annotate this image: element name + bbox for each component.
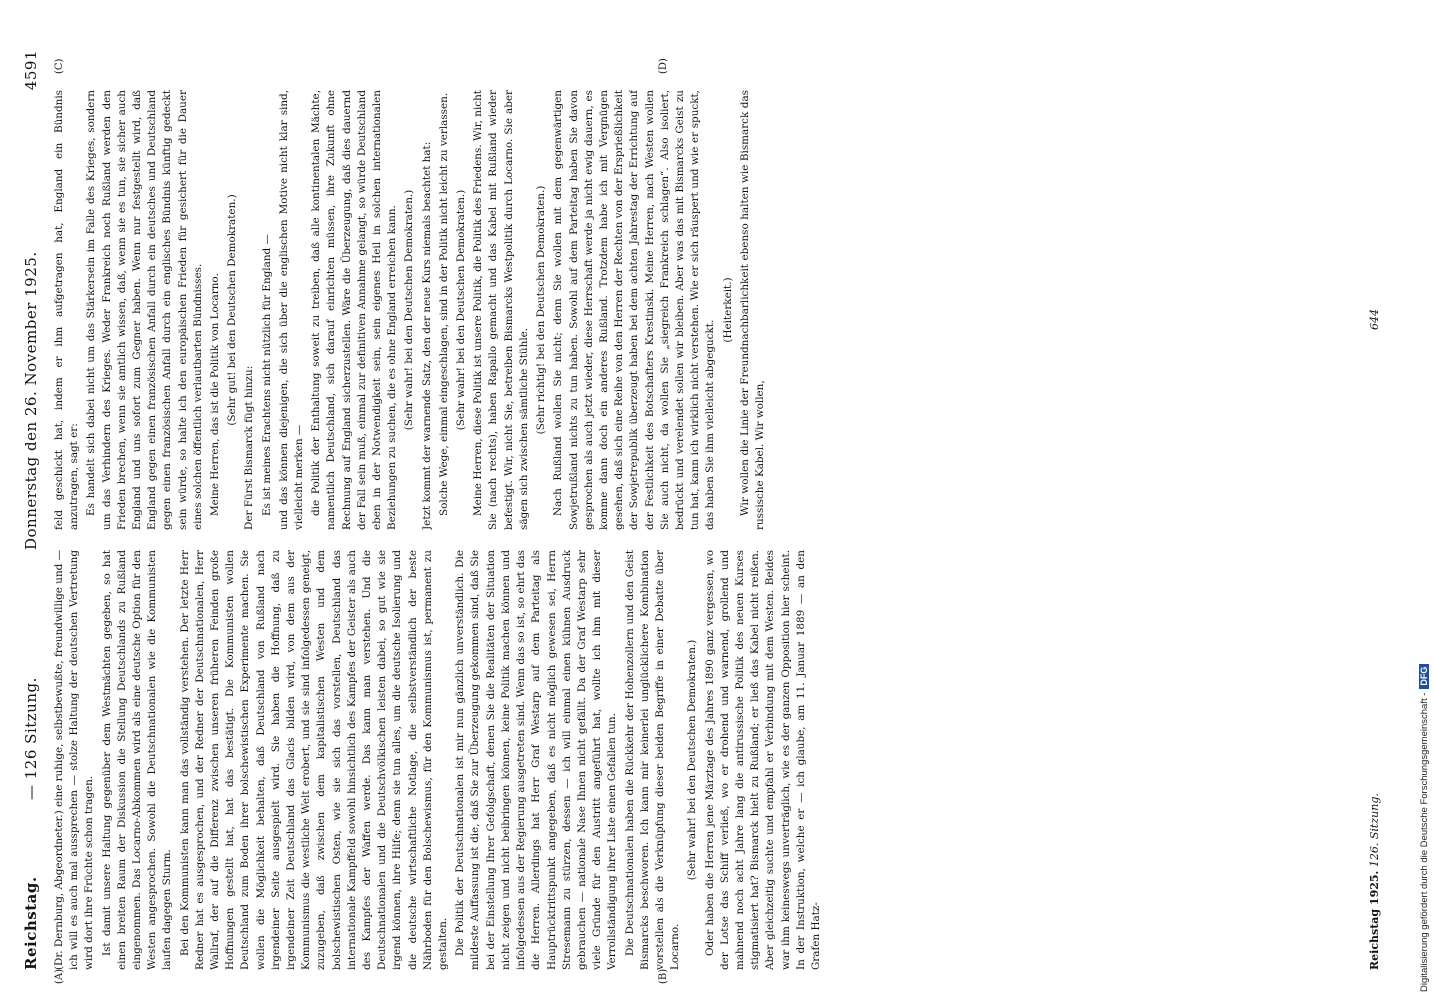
margin-mark-a: (A) bbox=[54, 968, 65, 984]
page-footer-right: 644 bbox=[1368, 309, 1381, 330]
paragraph: Bei den Kommunisten kann man das vollständig verstehen. Der letzte Herr Redner hat es ausgesprochen, und der Redner der Deutschnationalen, Herr Wallraf, der auf die Differenz zwischen unseren früheren Feinden große Hoffnungen gestellt hat, hat das bestätigt. Die Kommunisten wollen Deutschland zum Boden ihrer bolschewistischen Experimente machen. Sie wollen die Möglichkeit behalten, daß Deutschland von Rußland nach irgendeiner Seite ausgespielt wird. Sie haben die Hoffnung, daß zu irgendeiner Zeit Deutschland das Glacis bilden wird, von dem aus der Kommunismus die westliche Welt erobert, und sie sind infolgedessen geneigt, zuzugeben, daß zwischen dem kapitalistischen Westen und dem bolschewistischen Osten, wie sie sich das vorstellen, Deutschland das internationale Kampffeld sowohl hinsichtlich des Kampfes der Geister als auch des Kampfes der Waffen werde. Das kann man verstehen. Und die Deutschnationalen und die Deutschvölkischen leisten dabei, so gut wie sie irgend können, ihre Hilfe; denn sie tun alles, um die deutsche Isolierung und die deutsche wirtschaftliche Notlage, die selbstverständlich der beste Nährboden für den Bolschewismus, für den Kommunismus ist, permanent zu gestalten. bbox=[178, 550, 450, 970]
paragraph: Wir wollen die Linie der Freundnachbarlichkeit ebenso halten wie Bismarck das russische Kabel. Wir wollen, bbox=[738, 90, 766, 530]
paragraph: und das können diejenigen, die sich über die englischen Motive nicht klar sind, vielleicht merken — bbox=[277, 90, 306, 530]
paragraph: Meine Herren, diese Politik ist unsere Politik, die Politik des Friedens. Wir, nicht Sie (nach rechts), haben Rapallo gemacht und das Kabel mit Rußland wieder befestigt. Wir, nicht Sie, betreiben Bismarcks Westpolitik durch Locarno. Sie aber sägen sich zwischen sämtliche Stühle. bbox=[472, 90, 530, 530]
interjection: (Sehr richtig! bei den Deutschen Demokraten.) bbox=[535, 185, 548, 435]
paragraph: Oder haben die Herren jene Märztage des Jahres 1890 ganz vergessen, wo der Lotse das Schiff verließ, wo er drohend und warnend, grollend und mahnend noch acht Jahre lang die antirussische Politik des neuen Kurses stigmatisiert hat? Bismarck hielt zu Rußland; er ließ das Kabel nicht reißen. Aber gleichzeitig suchte und empfahl er Verbindung mit dem Westen. Beides war ihm keineswegs unverträglich, wie es der ganzen Opposition hier scheint. In der Instruktion, welche er — ich glaube, am 11. Januar 1889 — an den Grafen Hatz- bbox=[703, 550, 822, 970]
footer-session: 126. Sitzung. bbox=[1368, 793, 1381, 868]
digitization-note-text: Digitalisierung gefördert durch die Deutsche Forschungsgemeinschaft - bbox=[1419, 692, 1430, 992]
header-page-number: 4591 bbox=[22, 50, 40, 91]
interjection: (Sehr wahr! bei den Deutschen Demokraten.) bbox=[455, 189, 468, 431]
paragraph: (Dr. Dernburg, Abgeordneter.) eine ruhige, selbstbewußte, freundwillige und — ich will es auch mal aussprechen — stolze Haltung der deutschen Vertretung wird dort ihre Früchte schon tragen. bbox=[53, 550, 96, 970]
interjection: (Sehr wahr! bei den Deutschen Demokraten.) bbox=[686, 639, 699, 881]
header-left: Reichstag. bbox=[22, 876, 40, 970]
paragraph: Jetzt kommt der warnende Satz, den der neue Kurs niemals beachtet hat: bbox=[420, 141, 433, 530]
left-column bbox=[52, 550, 1362, 970]
margin-mark-d: (D) bbox=[658, 58, 669, 74]
header-session: — 126 Sitzung. bbox=[22, 677, 40, 800]
paragraph: feld geschickt hat, indem er ihm aufgetragen hat, England ein Bündnis anzutragen, sagt er: bbox=[53, 90, 81, 530]
footer-bold: Reichstag 1925. bbox=[1368, 870, 1381, 970]
margin-mark-b: (B) bbox=[658, 968, 669, 984]
paragraph: Die Politik der Deutschnationalen ist mir nun gänzlich unverständlich. Die mildeste Auffassung ist die, daß Sie zur Überzeugung gekommen sind, daß Sie bei der Einstellung Ihrer Gefolgschaft, denen Sie die Realitäten der Situation nicht zeigen und nicht beibringen können, keine Politik machen können und infolgedessen aus der Regierung ausgetreten sind. Wenn das so ist, so ehrt das die Herren. Allerdings hat Herr Graf Westarp auf dem Parteitag als Hauptrücktrittspunkt angegeben, daß es nicht möglich gewesen sei, Herrn Stresemann zu stürzen, dessen — ich will einmal einen kühnen Ausdruck gebrauchen — nationale Nase Ihnen nicht gefällt. Da der Graf Westarp sehr viele Gründe für den Austritt angeführt hat, wollte ich ihm mit dieser Verrollständigung ihrer Liste einen Gefallen tun. bbox=[454, 550, 619, 970]
quote-paragraph: Solche Wege, einmal eingeschlagen, sind in der Politik nicht leicht zu verlassen. bbox=[437, 92, 450, 516]
paragraph: Meine Herren, das ist die Politik von Locarno. bbox=[209, 273, 222, 516]
quote-paragraph: Es handelt sich dabei nicht um das Stärkersein im Falle des Krieges, sondern um das Verhindern des Krieges. Weder Frankreich noch Rußland werden den Frieden brechen, wenn sie amtlich wissen, daß, wenn sie es tun, sie sicher auch England und uns sofort zum Gegner haben. Wenn nur festgestellt wird, daß England gegen einen französischen Anfall durch ein deutsches und Deutschland gegen einen französischen Anfall durch ein englisches Bündnis künftig gedeckt sein würde, so halte ich den europäischen Frieden für gesichert für die Dauer eines solchen öffentlich verlautbarten Bündnisses. bbox=[85, 90, 204, 530]
interjection: (Sehr wahr! bei den Deutschen Demokraten.) bbox=[403, 189, 416, 431]
digitization-note bbox=[1418, 8, 1432, 992]
quote-paragraph: Es ist meines Erachtens nicht nützlich für England — bbox=[260, 234, 273, 516]
right-column bbox=[52, 90, 1362, 530]
interjection: (Sehr gut! bei den Deutschen Demokraten.) bbox=[226, 194, 239, 426]
dfg-logo: DFG bbox=[1419, 664, 1429, 689]
page-footer-left bbox=[1368, 793, 1381, 970]
paragraph: Der Fürst Bismarck fügt hinzu: bbox=[243, 365, 256, 530]
scanned-page bbox=[18, 30, 1418, 984]
header-date: Donnerstag den 26. November 1925. bbox=[22, 251, 40, 550]
page-header bbox=[18, 30, 44, 970]
margin-mark-c: (C) bbox=[54, 58, 65, 74]
quote-paragraph: die Politik der Enthaltung soweit zu treiben, daß alle kontinentalen Mächte, namentlich Deutschland, sich darauf einrichten müssen, ihre Zukunft ohne Rechnung auf England sicherzustellen. Wäre die Überzeugung, daß dies dauernd der Fall sein muß, einmal zur definitiven Annahme gelangt, so würde Deutschland eben in der Notwendigkeit sein, sein eigenes Heil in solchen internationalen Beziehungen zu suchen, die es ohne England erreichen kann. bbox=[310, 90, 399, 530]
paragraph: Nach Rußland wollen Sie nicht; denn Sie wollen mit dem gegenwärtigen Sowjetrußland nichts zu tun haben. Sowohl auf dem Parteitag haben Sie davon gesprochen als auch jetzt wieder, diese Herrschaft werde ja nicht ewig dauern, es komme dann doch ein anderes Rußland. Trotzdem habe ich mit Vergnügen gesehen, daß sich eine Reihe von den Herren der Rechten von der Ersprießlichkeit der Sowjetrepublik überzeugt haben bei dem achten Jahrestag der Errichtung auf der Festlichkeit des Botschafters Krestinski. Meine Herren, nach Westen wollen Sie auch nicht, da wollen Sie „siegreich Frankreich schlagen“. Also isoliert, bedrückt und verelendet sollen wir bleiben. Aber was das mit Bismarcks Geist zu tun hat, kann ich wirklich nicht verstehen. Wie er sich räuspert und wie er spuckt, das haben Sie ihm vielleicht abgeguckt. bbox=[552, 90, 717, 530]
paragraph: Die Deutschnationalen haben die Rückkehr der Hohenzollern und den Geist Bismarcks beschworen. Ich kann mir keinerlei unglücklichere Kombination vorstellen als die Verknüpfung dieser beiden Begriffe in einer Debatte über Locarno. bbox=[623, 550, 682, 970]
paragraph: Ist damit unsere Haltung gegenüber dem Westmächten gegeben, so hat einen breiten Raum der Diskussion die Stellung Deutschlands zu Rußland eingenommen. Das Locarno-Abkommen wird als eine deutsche Option für den Westen angesprochen. Sowohl die Deutschnationalen wie die Kommunisten laufen dagegen Sturm. bbox=[100, 550, 174, 970]
interjection: (Heiterkeit.) bbox=[721, 277, 734, 343]
